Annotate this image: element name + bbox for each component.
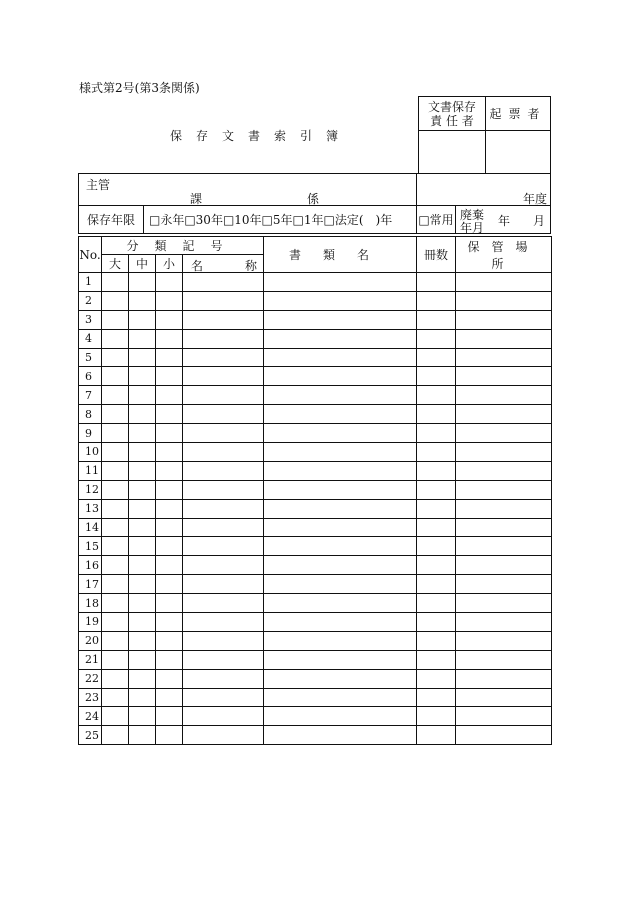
location-cell[interactable] — [456, 594, 552, 613]
chu-cell[interactable] — [129, 575, 156, 594]
location-cell[interactable] — [456, 310, 552, 329]
meisho-cell[interactable] — [183, 310, 264, 329]
dai-cell[interactable] — [102, 650, 129, 669]
count-cell[interactable] — [417, 707, 456, 726]
count-cell[interactable] — [417, 310, 456, 329]
chu-cell[interactable] — [129, 424, 156, 443]
sho-cell[interactable] — [156, 367, 183, 386]
meisho-cell[interactable] — [183, 631, 264, 650]
classification-header: 分類記号 — [102, 237, 264, 255]
row-number: 2 — [79, 291, 102, 310]
chu-cell[interactable] — [129, 310, 156, 329]
row-number: 8 — [79, 405, 102, 424]
row-number: 12 — [79, 480, 102, 499]
drafter-label: 起票者 — [486, 97, 551, 131]
dai-cell[interactable] — [102, 594, 129, 613]
count-cell[interactable] — [417, 537, 456, 556]
document-name-cell[interactable] — [264, 443, 417, 462]
count-cell[interactable] — [417, 688, 456, 707]
table-row — [79, 518, 552, 537]
dai-cell[interactable] — [102, 291, 129, 310]
location-cell[interactable] — [456, 537, 552, 556]
meisho-cell[interactable] — [183, 669, 264, 688]
sho-cell[interactable] — [156, 291, 183, 310]
chu-cell[interactable] — [129, 726, 156, 745]
location-cell[interactable] — [456, 443, 552, 462]
row-number: 21 — [79, 650, 102, 669]
location-cell[interactable] — [456, 386, 552, 405]
fiscal-year-cell[interactable] — [417, 174, 551, 206]
custodian-stamp-cell[interactable] — [419, 131, 486, 174]
location-cell[interactable] — [456, 273, 552, 292]
location-cell[interactable] — [456, 650, 552, 669]
chu-cell[interactable] — [129, 631, 156, 650]
document-name-cell[interactable] — [264, 273, 417, 292]
location-cell[interactable] — [456, 461, 552, 480]
table-row — [79, 291, 552, 310]
chu-cell[interactable] — [129, 443, 156, 462]
location-cell[interactable] — [456, 631, 552, 650]
meisho-cell[interactable] — [183, 367, 264, 386]
row-number: 19 — [79, 613, 102, 632]
location-cell[interactable] — [456, 726, 552, 745]
table-row — [79, 688, 552, 707]
dai-cell[interactable] — [102, 273, 129, 292]
sho-cell[interactable] — [156, 424, 183, 443]
document-name-cell[interactable] — [264, 291, 417, 310]
location-cell[interactable] — [456, 613, 552, 632]
row-number: 16 — [79, 556, 102, 575]
table-row — [79, 726, 552, 745]
chu-header: 中 — [129, 255, 156, 273]
document-name-cell[interactable] — [264, 424, 417, 443]
sho-cell[interactable] — [156, 575, 183, 594]
sho-cell[interactable] — [156, 518, 183, 537]
page-title: 保存文書索引簿 — [170, 129, 353, 143]
count-cell[interactable] — [417, 329, 456, 348]
haiki-year-label: 年 — [498, 214, 511, 228]
count-cell[interactable] — [417, 575, 456, 594]
location-cell[interactable] — [456, 480, 552, 499]
dai-cell[interactable] — [102, 480, 129, 499]
dai-cell[interactable] — [102, 669, 129, 688]
jouyou-checkbox[interactable]: □常用 — [417, 206, 456, 234]
meisho-cell[interactable] — [183, 386, 264, 405]
table-row — [79, 386, 552, 405]
table-row — [79, 537, 552, 556]
document-name-cell[interactable] — [264, 480, 417, 499]
row-number: 4 — [79, 329, 102, 348]
count-cell[interactable] — [417, 480, 456, 499]
table-row — [79, 273, 552, 292]
location-cell[interactable] — [456, 348, 552, 367]
dai-cell[interactable] — [102, 310, 129, 329]
count-cell[interactable] — [417, 594, 456, 613]
count-cell[interactable] — [417, 367, 456, 386]
row-number: 3 — [79, 310, 102, 329]
count-cell[interactable] — [417, 726, 456, 745]
sho-cell[interactable] — [156, 499, 183, 518]
document-name-cell[interactable] — [264, 650, 417, 669]
dai-cell[interactable] — [102, 556, 129, 575]
meisho-cell[interactable] — [183, 273, 264, 292]
row-number: 6 — [79, 367, 102, 386]
row-number: 17 — [79, 575, 102, 594]
dai-cell[interactable] — [102, 461, 129, 480]
sho-cell[interactable] — [156, 650, 183, 669]
ledger-table — [78, 236, 552, 745]
meisho-cell[interactable] — [183, 537, 264, 556]
sho-cell[interactable] — [156, 386, 183, 405]
meisho-cell[interactable] — [183, 575, 264, 594]
document-name-cell[interactable] — [264, 499, 417, 518]
count-cell[interactable] — [417, 348, 456, 367]
sho-cell[interactable] — [156, 594, 183, 613]
document-name-cell[interactable] — [264, 726, 417, 745]
table-row — [79, 424, 552, 443]
dai-cell[interactable] — [102, 405, 129, 424]
chu-cell[interactable] — [129, 613, 156, 632]
row-number: 11 — [79, 461, 102, 480]
nendo-label: 年度 — [522, 192, 547, 206]
document-name-cell[interactable] — [264, 310, 417, 329]
chu-cell[interactable] — [129, 650, 156, 669]
row-number: 23 — [79, 688, 102, 707]
haiki-month-label: 月 — [533, 214, 546, 228]
sho-cell[interactable] — [156, 348, 183, 367]
chu-cell[interactable] — [129, 537, 156, 556]
count-cell[interactable] — [417, 499, 456, 518]
location-cell[interactable] — [456, 329, 552, 348]
table-row — [79, 405, 552, 424]
custodian-label-line2: 責 任 者 — [430, 113, 474, 128]
ka-label: 課 — [190, 192, 203, 206]
row-number: 14 — [79, 518, 102, 537]
ledger-rows — [79, 273, 552, 745]
count-cell[interactable] — [417, 461, 456, 480]
document-name-cell[interactable] — [264, 329, 417, 348]
count-cell[interactable] — [417, 386, 456, 405]
meisho-label-2: 称 — [245, 259, 258, 273]
haiki-label-line1: 廃棄 — [460, 208, 485, 222]
meisho-cell[interactable] — [183, 499, 264, 518]
table-row — [79, 650, 552, 669]
chu-cell[interactable] — [129, 499, 156, 518]
row-number: 7 — [79, 386, 102, 405]
department-cell[interactable] — [79, 174, 417, 206]
chu-cell[interactable] — [129, 405, 156, 424]
dai-cell[interactable] — [102, 537, 129, 556]
chu-cell[interactable] — [129, 329, 156, 348]
table-row — [79, 669, 552, 688]
chu-cell[interactable] — [129, 518, 156, 537]
document-name-cell[interactable] — [264, 537, 417, 556]
location-cell[interactable] — [456, 499, 552, 518]
chu-cell[interactable] — [129, 556, 156, 575]
location-cell[interactable] — [456, 688, 552, 707]
row-number: 24 — [79, 707, 102, 726]
meisho-cell[interactable] — [183, 726, 264, 745]
document-name-cell[interactable] — [264, 669, 417, 688]
chu-cell[interactable] — [129, 480, 156, 499]
document-name-header: 書類名 — [264, 237, 417, 273]
sho-cell[interactable] — [156, 688, 183, 707]
row-number: 15 — [79, 537, 102, 556]
location-cell[interactable] — [456, 575, 552, 594]
table-row — [79, 367, 552, 386]
chu-cell[interactable] — [129, 367, 156, 386]
haiki-label-line2: 年月 — [460, 221, 485, 235]
location-header: 保管場所 — [456, 237, 552, 273]
meisho-cell[interactable] — [183, 405, 264, 424]
table-row — [79, 707, 552, 726]
dai-cell[interactable] — [102, 518, 129, 537]
drafter-stamp-cell[interactable] — [486, 131, 551, 174]
location-cell[interactable] — [456, 669, 552, 688]
count-cell[interactable] — [417, 556, 456, 575]
count-cell[interactable] — [417, 424, 456, 443]
row-number: 5 — [79, 348, 102, 367]
document-name-cell[interactable] — [264, 518, 417, 537]
chu-cell[interactable] — [129, 594, 156, 613]
location-cell[interactable] — [456, 367, 552, 386]
chu-cell[interactable] — [129, 688, 156, 707]
dai-cell[interactable] — [102, 367, 129, 386]
row-number: 18 — [79, 594, 102, 613]
row-number: 10 — [79, 443, 102, 462]
location-cell[interactable] — [456, 291, 552, 310]
retention-label: 保存年限 — [79, 206, 144, 234]
dai-cell[interactable] — [102, 329, 129, 348]
document-name-cell[interactable] — [264, 461, 417, 480]
count-header: 冊数 — [417, 237, 456, 273]
location-cell[interactable] — [456, 424, 552, 443]
table-row — [79, 348, 552, 367]
table-row — [79, 556, 552, 575]
location-cell[interactable] — [456, 556, 552, 575]
table-row — [79, 594, 552, 613]
row-number: 9 — [79, 424, 102, 443]
meisho-cell[interactable] — [183, 518, 264, 537]
count-cell[interactable] — [417, 443, 456, 462]
meisho-cell[interactable] — [183, 707, 264, 726]
count-cell[interactable] — [417, 291, 456, 310]
document-name-cell[interactable] — [264, 348, 417, 367]
sho-cell[interactable] — [156, 707, 183, 726]
dai-cell[interactable] — [102, 348, 129, 367]
meisho-cell[interactable] — [183, 594, 264, 613]
table-row — [79, 575, 552, 594]
dai-cell[interactable] — [102, 386, 129, 405]
document-name-cell[interactable] — [264, 367, 417, 386]
dai-cell[interactable] — [102, 631, 129, 650]
count-cell[interactable] — [417, 631, 456, 650]
meisho-cell[interactable] — [183, 424, 264, 443]
count-cell[interactable] — [417, 518, 456, 537]
dai-cell[interactable] — [102, 499, 129, 518]
sho-cell[interactable] — [156, 405, 183, 424]
sho-cell[interactable] — [156, 613, 183, 632]
document-name-cell[interactable] — [264, 594, 417, 613]
document-name-cell[interactable] — [264, 688, 417, 707]
table-row — [79, 631, 552, 650]
location-cell[interactable] — [456, 707, 552, 726]
document-name-cell[interactable] — [264, 631, 417, 650]
table-row — [79, 329, 552, 348]
dai-header: 大 — [102, 255, 129, 273]
chu-cell[interactable] — [129, 461, 156, 480]
custodian-label-line1: 文書保存 — [427, 99, 476, 114]
dai-cell[interactable] — [102, 443, 129, 462]
row-number: 13 — [79, 499, 102, 518]
document-name-cell[interactable] — [264, 556, 417, 575]
sho-cell[interactable] — [156, 556, 183, 575]
disposal-date-cell[interactable] — [456, 206, 551, 234]
dai-cell[interactable] — [102, 613, 129, 632]
table-row — [79, 443, 552, 462]
count-cell[interactable] — [417, 613, 456, 632]
sho-cell[interactable] — [156, 461, 183, 480]
document-name-cell[interactable] — [264, 575, 417, 594]
chu-cell[interactable] — [129, 707, 156, 726]
meisho-cell[interactable] — [183, 688, 264, 707]
sho-cell[interactable] — [156, 443, 183, 462]
dai-cell[interactable] — [102, 726, 129, 745]
sho-cell[interactable] — [156, 273, 183, 292]
meisho-cell[interactable] — [183, 291, 264, 310]
retention-options[interactable]: □永年□30年□10年□5年□1年□法定( )年 — [144, 206, 417, 234]
sho-cell[interactable] — [156, 726, 183, 745]
table-row — [79, 613, 552, 632]
chu-cell[interactable] — [129, 348, 156, 367]
document-name-cell[interactable] — [264, 613, 417, 632]
meisho-cell[interactable] — [183, 443, 264, 462]
chu-cell[interactable] — [129, 291, 156, 310]
sho-cell[interactable] — [156, 631, 183, 650]
meisho-cell[interactable] — [183, 329, 264, 348]
sho-cell[interactable] — [156, 310, 183, 329]
meisho-cell[interactable] — [183, 461, 264, 480]
count-cell[interactable] — [417, 650, 456, 669]
no-header: No. — [79, 237, 102, 273]
row-number: 1 — [79, 273, 102, 292]
info-block — [78, 173, 551, 234]
table-row — [79, 461, 552, 480]
location-cell[interactable] — [456, 518, 552, 537]
sho-cell[interactable] — [156, 480, 183, 499]
sho-header: 小 — [156, 255, 183, 273]
meisho-cell[interactable] — [183, 650, 264, 669]
meisho-cell[interactable] — [183, 613, 264, 632]
meisho-cell[interactable] — [183, 348, 264, 367]
dai-cell[interactable] — [102, 688, 129, 707]
location-cell[interactable] — [456, 405, 552, 424]
sho-cell[interactable] — [156, 329, 183, 348]
count-cell[interactable] — [417, 273, 456, 292]
document-name-cell[interactable] — [264, 405, 417, 424]
chu-cell[interactable] — [129, 273, 156, 292]
row-number: 25 — [79, 726, 102, 745]
dai-cell[interactable] — [102, 575, 129, 594]
row-number: 20 — [79, 631, 102, 650]
chu-cell[interactable] — [129, 386, 156, 405]
form-number: 様式第2号(第3条関係) — [79, 81, 200, 95]
kakari-label: 係 — [307, 192, 320, 206]
row-number: 22 — [79, 669, 102, 688]
document-name-cell[interactable] — [264, 386, 417, 405]
table-row — [79, 499, 552, 518]
meisho-header — [183, 255, 264, 273]
chu-cell[interactable] — [129, 669, 156, 688]
table-row — [79, 310, 552, 329]
count-cell[interactable] — [417, 669, 456, 688]
meisho-label-1: 名 — [191, 259, 204, 273]
shukan-label: 主管 — [86, 178, 111, 192]
approval-box — [418, 96, 551, 174]
meisho-cell[interactable] — [183, 556, 264, 575]
custodian-label — [419, 97, 486, 131]
sho-cell[interactable] — [156, 669, 183, 688]
table-row — [79, 480, 552, 499]
meisho-cell[interactable] — [183, 480, 264, 499]
document-name-cell[interactable] — [264, 707, 417, 726]
dai-cell[interactable] — [102, 424, 129, 443]
count-cell[interactable] — [417, 405, 456, 424]
dai-cell[interactable] — [102, 707, 129, 726]
sho-cell[interactable] — [156, 537, 183, 556]
